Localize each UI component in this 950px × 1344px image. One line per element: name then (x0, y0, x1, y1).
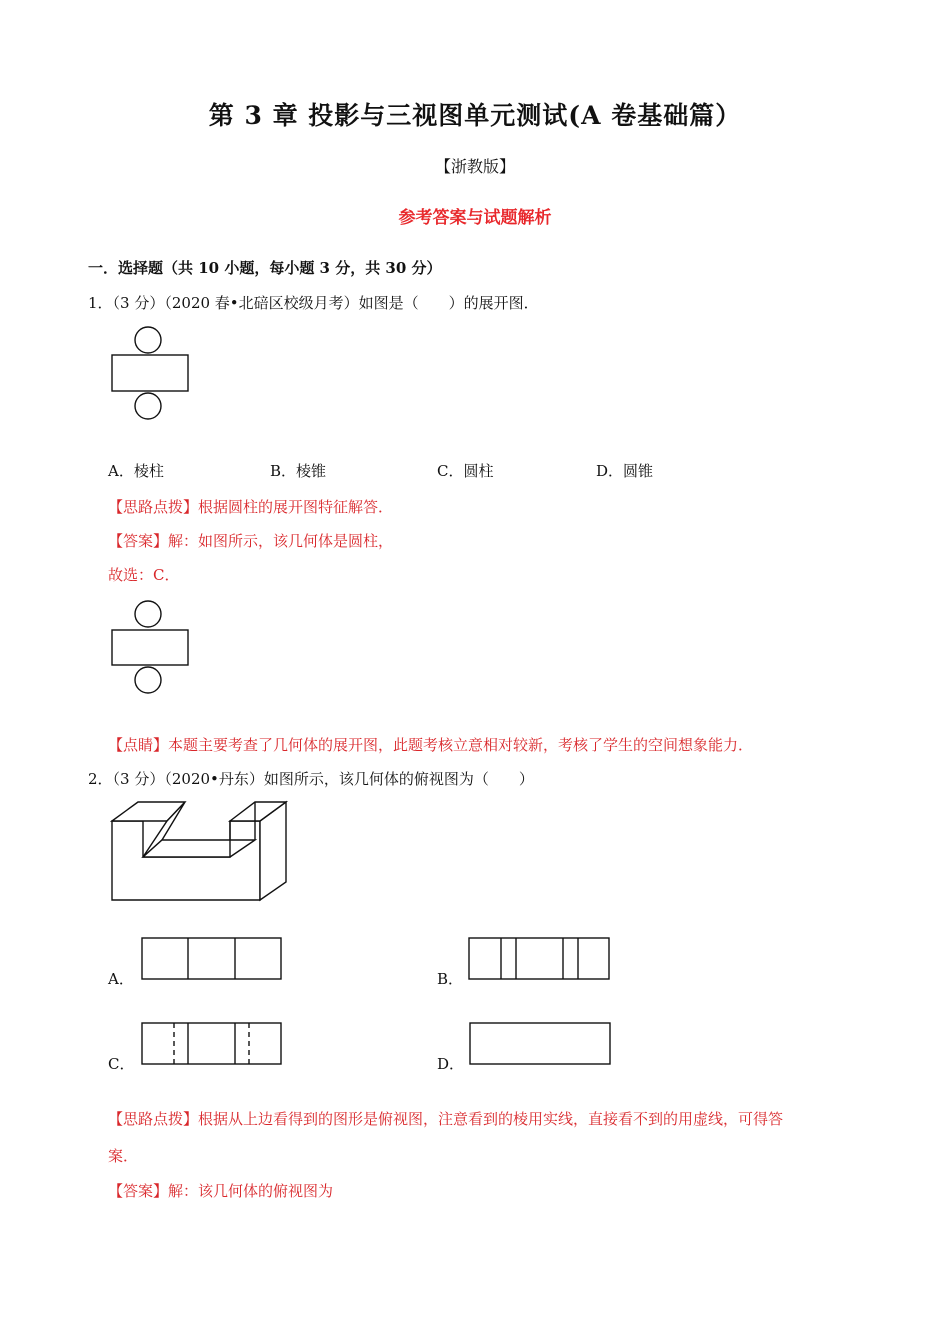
q2-hint-continued: 案． (108, 1147, 139, 1165)
q2-hint-tag: 【思路点拨】 (108, 1110, 199, 1128)
q2-option-c-label[interactable]: C． (108, 1055, 135, 1073)
q1-answer-tag: 【答案】 (108, 532, 169, 550)
q1-comment (108, 734, 753, 755)
q1-choice: 故选：C． (108, 566, 180, 584)
q2-option-d-label[interactable]: D． (437, 1055, 465, 1073)
q1-cylinder-net-figure (110, 325, 192, 423)
q1-answer-net-figure (110, 599, 192, 697)
q1-answer-text: 解：如图所示，该几何体是圆柱， (168, 532, 394, 550)
q2-option-b-label[interactable]: B． (437, 970, 464, 988)
q2-solid-figure (110, 800, 290, 904)
q1-hint-text: 根据圆柱的展开图特征解答． (198, 498, 394, 516)
answers-heading: 参考答案与试题解析 (398, 208, 552, 228)
q2-hint (108, 1108, 783, 1129)
section-heading: 一．选择题（共 10 小题，每小题 3 分，共 30 分） (88, 259, 442, 277)
q1-option-d[interactable]: D．圆锥 (596, 462, 654, 480)
q2-answer (108, 1180, 333, 1201)
q2-stem: 2．（3 分）（2020•丹东）如图所示，该几何体的俯视图为（ ） (88, 770, 534, 788)
q1-option-a[interactable]: A．棱柱 (108, 462, 164, 480)
q2-option-a-label[interactable]: A． (108, 970, 134, 988)
q2-option-c-figure[interactable] (141, 1022, 283, 1066)
q2-option-d-figure[interactable] (469, 1022, 613, 1066)
q1-hint-tag: 【思路点拨】 (108, 498, 199, 516)
edition-label: 【浙教版】 (434, 157, 515, 176)
q1-option-b[interactable]: B．棱锥 (270, 462, 327, 480)
q2-option-b-figure[interactable] (468, 937, 612, 981)
page-title: 第 3 章 投影与三视图单元测试(A 卷基础篇） (208, 101, 742, 130)
q2-answer-tag: 【答案】 (108, 1182, 169, 1200)
q2-answer-text: 解：该几何体的俯视图为 (168, 1182, 334, 1200)
q1-option-c[interactable]: C．圆柱 (437, 462, 494, 480)
q2-hint-text: 根据从上边看得到的图形是俯视图，注意看到的棱用实线，直接看不到的用虚线，可得答 (198, 1110, 784, 1128)
q2-option-a-figure[interactable] (141, 937, 283, 981)
q1-hint (108, 496, 393, 517)
q1-comment-text: 本题主要考查了几何体的展开图，此题考核立意相对较新，考核了学生的空间想象能力． (168, 736, 754, 754)
q1-answer (108, 530, 393, 551)
q1-comment-tag: 【点睛】 (108, 736, 169, 754)
q1-stem: 1．（3 分）（2020 春•北碚区校级月考）如图是（ ）的展开图． (88, 294, 539, 312)
